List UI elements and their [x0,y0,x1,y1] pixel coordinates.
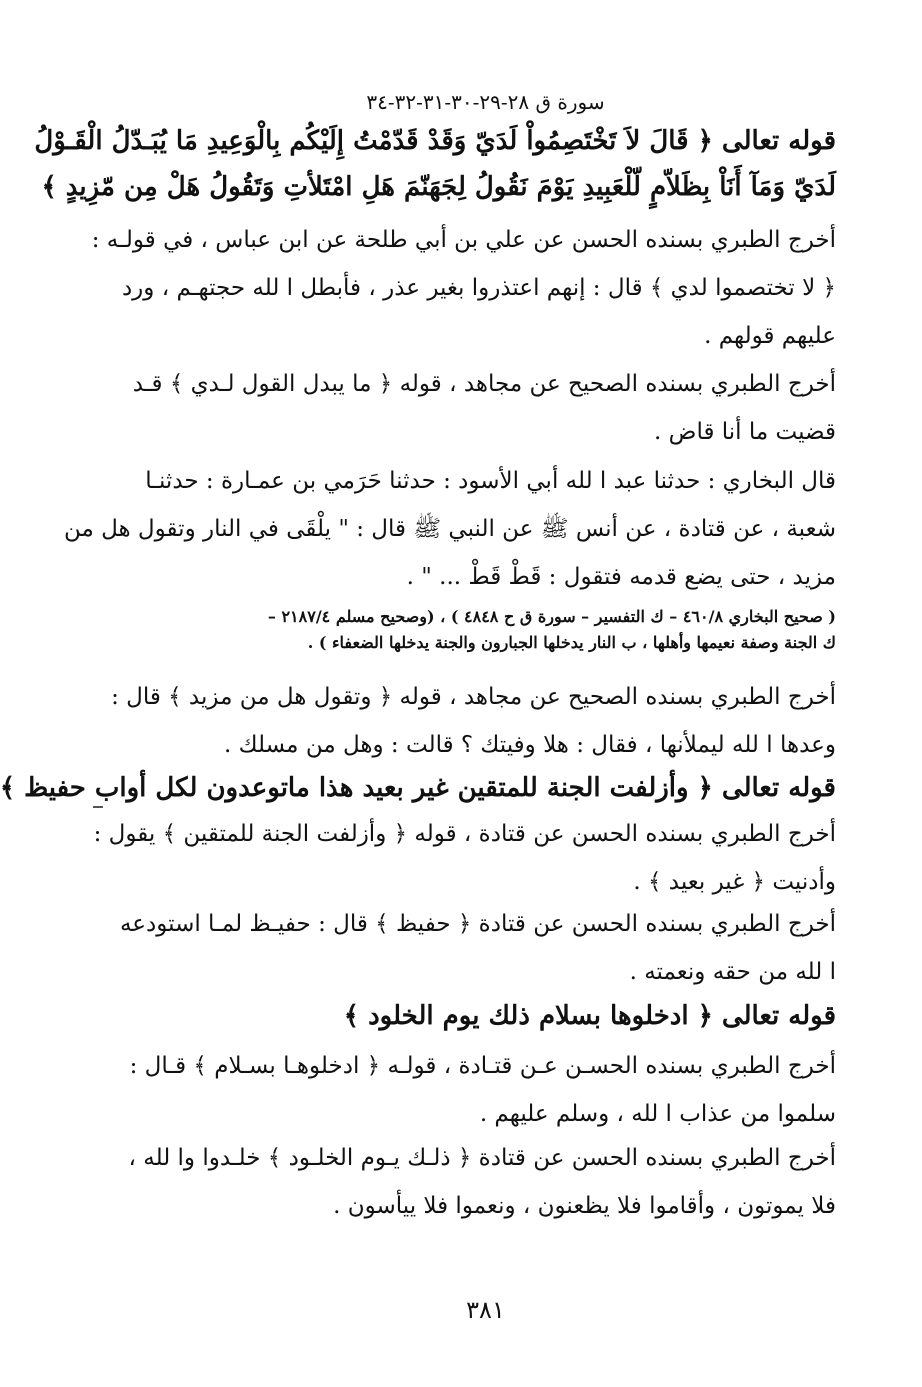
citation-line: ك الجنة وصفة نعيمها وأهلها ، ب النار يدخلها الجبارون والجنة يدخلها الضعفاء ) . [307,633,836,652]
text-line: فلا يموتون ، وأقاموا فلا يظعنون ، ونعموا فلا ييأسون . [333,1193,836,1219]
paragraph-3 [63,457,836,601]
verse-line: قوله تعالى ﴿ قَالَ لاَ تَخْتَصِمُواْ لَدَيّ وَقَدْ قَدّمْتُ إِلَيْكُم بِالْوَعِيدِ مَا يُبَـدّلُ الْقَـوْلُ [34,126,836,156]
text-line: أخرج الطبري بسنده الحسن عن علي بن أبي طلحة عن ابن عباس ، في قولـه : [91,227,836,253]
text-line: قضيت ما أنا قاض . [654,419,836,445]
hadith-citation [130,604,836,656]
paragraph-8 [130,1134,836,1230]
text-line: أخرج الطبري بسنده الحسن عن قتادة ، قوله ﴿ وأزلفت الجنة للمتقين ﴾ يقول : [93,821,836,847]
text-line: أخرج الطبري بسنده الصحيح عن مجاهد ، قوله ﴿ وتقول هل من مزيد ﴾ قال : [111,684,836,710]
paragraph-2 [130,360,836,456]
text-line: ﴿ لا تختصموا لدي ﴾ قال : إنهم اعتذروا بغير عذر ، فأبطل ا لله حجتهـم ، ورد [121,275,836,301]
text-line: وعدها ا لله ليملأنها ، فقال : هلا وفيتك ؟ قالت : وهل من مسلك . [224,732,836,758]
text-line: أخرج الطبري بسنده الصحيح عن مجاهد ، قوله ﴿ ما يبدل القول لـدي ﴾ قـد [132,371,836,397]
text-line: شعبة ، عن قتادة ، عن أنس ﷺ عن النبي ﷺ قال : " يلْقَى في النار وتقول هل من [63,516,836,542]
text-line: ا لله من حقه ونعمته . [629,959,836,985]
paragraph-5 [93,810,836,906]
verse-line: قوله تعالى ﴿ ادخلوها بسلام ذلك يوم الخلود ﴾ [343,1001,836,1031]
text-line: أخرج الطبري بسنده الحسـن عـن قتـادة ، قولـه ﴿ ادخلوهـا بسـلام ﴾ قـال : [129,1053,836,1079]
page-number: ٣٨١ [466,1296,505,1324]
paragraph-4 [111,673,836,769]
surah-header: سورة ق ٢٨-٢٩-٣٠-٣١-٣٢-٣٤ [366,90,605,114]
paragraph-6 [119,900,836,996]
text-line: وأدنيت ﴿ غير بعيد ﴾ . [633,869,836,895]
verse-line: قوله تعالى ﴿ وأزلفت الجنة للمتقين غير بعيد هذا ماتوعدون لكل أواب حفيظ ﴾ [0,773,836,803]
margin-mark [93,806,103,808]
verse-heading-3 [130,993,836,1039]
verse-heading-1 [34,118,836,210]
paragraph-7 [130,1042,836,1138]
text-line: مزيد ، حتى يضع قدمه فتقول : قَطْ قَطْ ... " . [406,564,836,590]
verse-line: لَدَيّ وَمَآ أَنَاْ بِظَلاّمٍ لّلْعَبِيدِ يَوْمَ نَقُولُ لِجَهَنّمَ هَلِ امْتَلأتِ وَتَقُولُ هَلْ مِن مّزِيدٍ ﴾ [41,172,836,202]
paragraph-1 [91,216,836,360]
text-line: أخرج الطبري بسنده الحسن عن قتادة ﴿ حفيظ ﴾ قال : حفيـظ لمـا استودعه [119,911,836,937]
text-line: سلموا من عذاب ا لله ، وسلم عليهم . [479,1101,836,1127]
text-line: قال البخاري : حدثنا عبد ا لله أبي الأسود : حدثنا حَرَمي بن عمـارة : حدثنـا [145,468,836,494]
citation-line: ( صحيح البخاري ٤٦٠/٨ – ك التفسير – سورة ق ح ٤٨٤٨ ) ، (وصحيح مسلم ٢١٨٧/٤ – [267,607,836,626]
text-line: عليهم قولهم . [704,323,836,349]
text-line: أخرج الطبري بسنده الحسن عن قتادة ﴿ ذلـك يـوم الخلـود ﴾ خلـدوا وا لله ، [128,1145,836,1171]
verse-heading-2 [0,765,836,811]
